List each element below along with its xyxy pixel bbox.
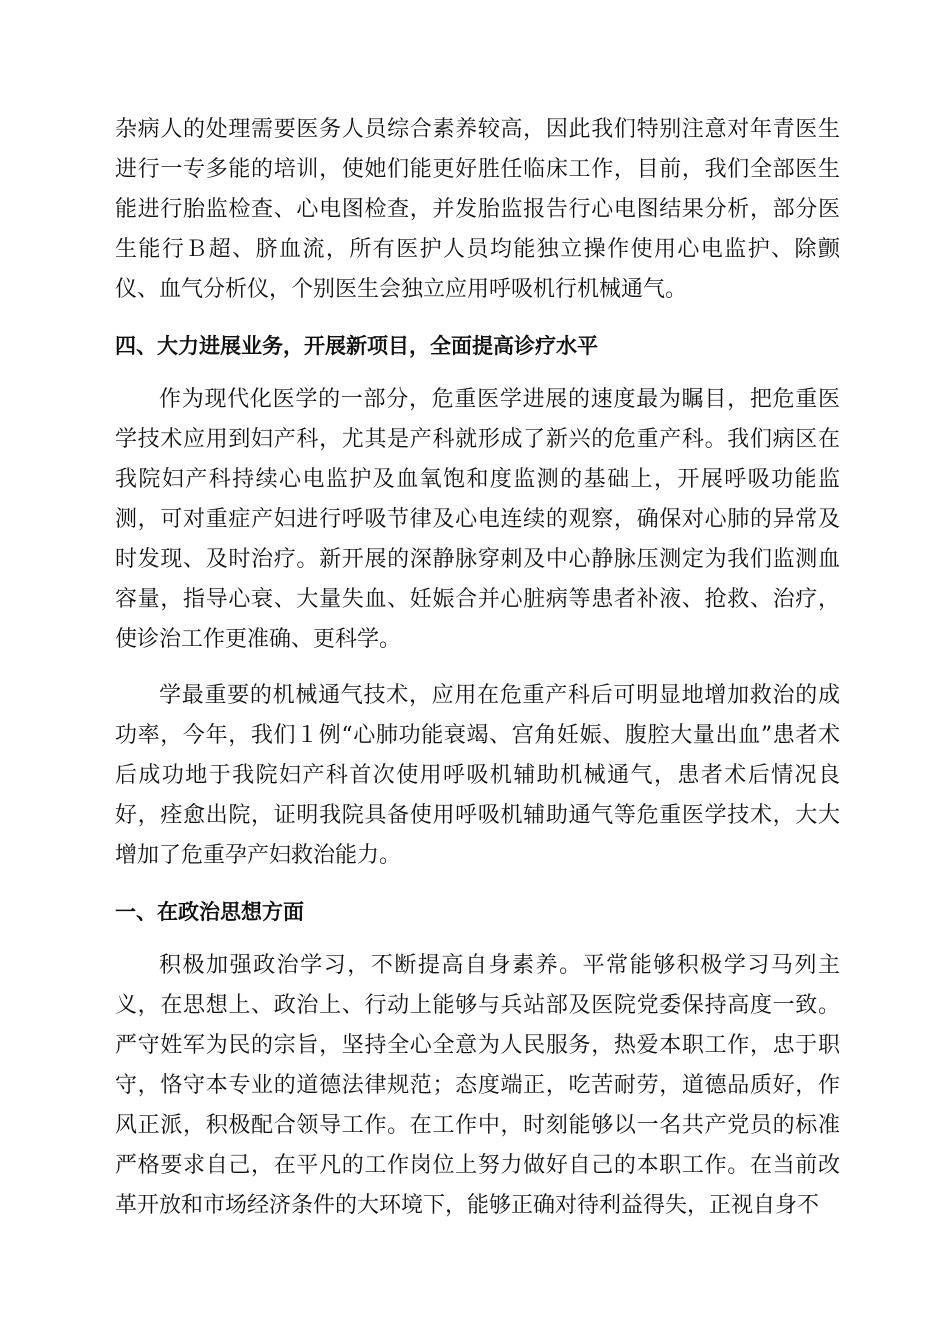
paragraph-political-study: 积极加强政治学习，不断提高自身素养。平常能够积极学习马列主义，在思想上、政治上、行动上能够与兵站部及医院党委保持高度一致。严守姓军为民的宗旨，坚持全心全意为人民服务，热爱本职工作，忠于职守，恪守本专业的道德法律规范；态度端正，吃苦耐劳，道德品质好，作风正派，积极配合领导工作。在工作中，时刻能够以一名共产党员的标准严格要求自己，在平凡的工作岗位上努力做好自己的本职工作。在当前改革开放和市场经济条件的大环境下，能够正确对待利益得失，正视自身不 [115, 953, 840, 1218]
section-heading-political-thought: 一、在政治思想方面 [115, 900, 304, 924]
paragraph-staff-training: 杂病人的处理需要医务人员综合素养较高，因此我们特别注意对年青医生进行一专多能的培训，使她们能更好胜任临床工作，目前，我们全部医生能进行胎监检查、心电图检查，并发胎监报告行心电图结果分析，部分医生能行Ｂ超、脐血流，所有医护人员均能独立操作使用心电监护、除颤仪、血气分析仪，个别医生会独立应用呼吸机行机械通气。 [115, 117, 840, 302]
section-heading-business-development: 四、大力进展业务，开展新项目，全面提高诊疗水平 [115, 334, 598, 358]
paragraph-mechanical-ventilation: 学最重要的机械通气技术，应用在危重产科后可明显地增加救治的成功率，今年，我们１例“心肺功能衰竭、宫角妊娠、腹腔大量出血”患者术后成功地于我院妇产科首次使用呼吸机辅助机械通气，患者术后情况良好，痊愈出院，证明我院具备使用呼吸机辅助通气等危重医学技术，大大增加了危重孕产妇救治能力。 [115, 683, 840, 868]
paragraph-critical-care-medicine: 作为现代化医学的一部分，危重医学进展的速度最为瞩目，把危重医学技术应用到妇产科，尤其是产科就形成了新兴的危重产科。我们病区在我院妇产科持续心电监护及血氧饱和度监测的基础上，开展呼吸功能监测，可对重症产妇进行呼吸节律及心电连续的观察，确保对心肺的异常及时发现、及时治疗。新开展的深静脉穿刺及中心静脉压测定为我们监测血容量，指导心衰、大量失血、妊娠合并心脏病等患者补液、抢救、治疗，使诊治工作更准确、更科学。 [115, 387, 840, 652]
